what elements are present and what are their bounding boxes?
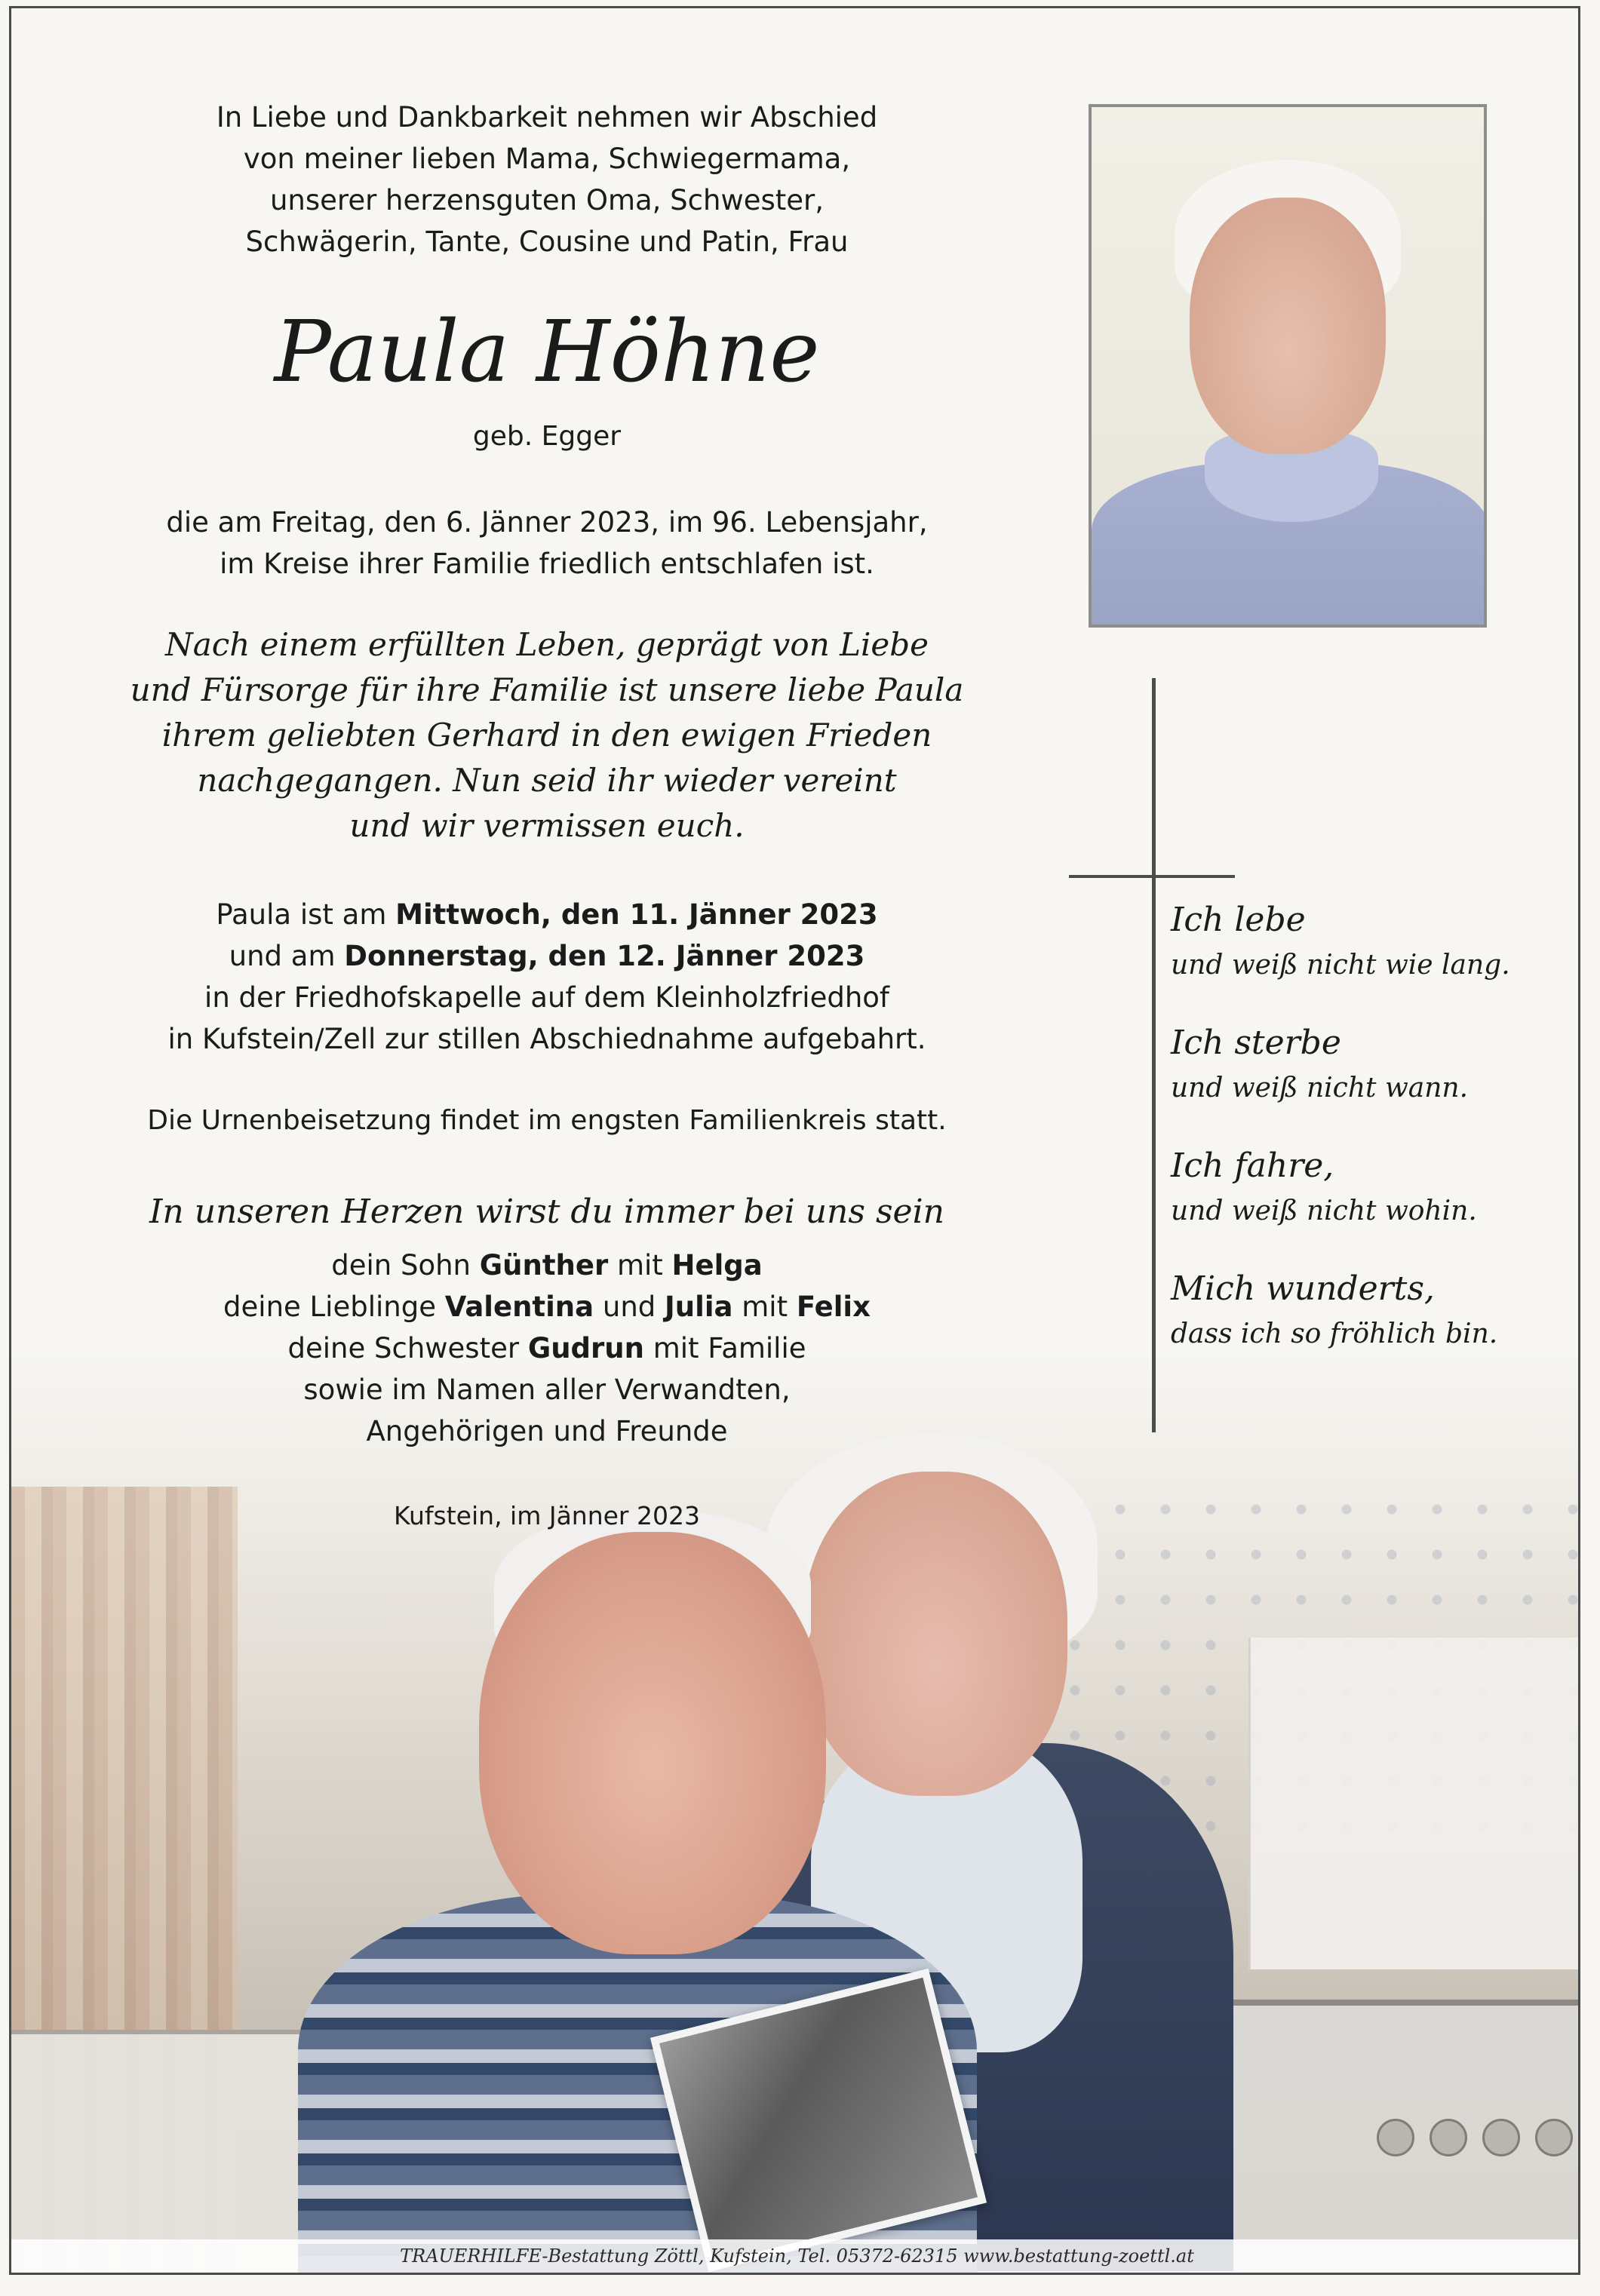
- urn-notice: Die Urnenbeisetzung findet im engsten Familienkreis statt.: [147, 1105, 947, 1136]
- portrait-face: [1190, 198, 1386, 454]
- poem-line: Ich sterbe: [1171, 1024, 1341, 1062]
- mourner-text: deine Lieblinge: [223, 1291, 445, 1323]
- portrait-photo: [1089, 104, 1487, 628]
- intro-line: unserer herzensguten Oma, Schwester,: [269, 184, 825, 216]
- mourner-name: Gudrun: [527, 1332, 644, 1364]
- kitchen-shelf: [11, 2030, 328, 2275]
- mourner-line: [41, 1249, 1052, 1282]
- cross-horizontal: [1069, 875, 1235, 878]
- kitchen-cabinet: [1248, 1638, 1580, 1969]
- mourner-name: Julia: [665, 1291, 733, 1323]
- intro-line: Schwägerin, Tante, Cousine und Patin, Frau: [245, 226, 849, 258]
- mourner-text: dein Sohn: [331, 1249, 480, 1282]
- man-face: [479, 1532, 826, 1954]
- poem-line: und weiß nicht wohin.: [1171, 1196, 1477, 1226]
- tribute-line: und wir vermissen euch.: [349, 807, 745, 844]
- footer-credit: TRAUERHILFE-Bestattung Zöttl, Kufstein, Tel. 05372-62315 www.bestattung-zoettl.at: [400, 2245, 1194, 2267]
- viewing-line-2: [41, 942, 1052, 970]
- tribute-line: Nach einem erfüllten Leben, geprägt von Liebe: [164, 626, 929, 663]
- viewing-line-3: in der Friedhofskapelle auf dem Kleinholzfriedhof: [204, 981, 889, 1014]
- intro-line: In Liebe und Dankbarkeit nehmen wir Abschied: [216, 101, 878, 134]
- birth-name: geb. Egger: [472, 421, 622, 452]
- mourner-text: deine Schwester: [287, 1332, 528, 1364]
- place-date: Kufstein, im Jänner 2023: [394, 1501, 700, 1530]
- poem-line: und weiß nicht wann.: [1171, 1073, 1469, 1103]
- viewing-date: Donnerstag, den 12. Jänner 2023: [344, 940, 865, 972]
- poem-stanza: [1171, 1024, 1468, 1103]
- mourner-text: und: [594, 1291, 665, 1323]
- viewing-text: und am: [229, 940, 345, 972]
- mourner-name: Valentina: [444, 1291, 594, 1323]
- tribute-line: nachgegangen. Nun seid ihr wieder vereint: [197, 762, 897, 799]
- viewing-date: Mittwoch, den 11. Jänner 2023: [395, 898, 878, 931]
- viewing-line-4: in Kufstein/Zell zur stillen Abschiednahme aufgebahrt.: [167, 1023, 926, 1055]
- viewing-line-1: [41, 898, 1052, 931]
- stove-knob: [1535, 2119, 1573, 2156]
- mourner-name: Günther: [479, 1249, 609, 1282]
- poem-stanza: [1171, 1146, 1477, 1226]
- mourner-text: mit Familie: [643, 1332, 806, 1364]
- deceased-name: Paula Höhne: [274, 303, 820, 401]
- intro-line: von meiner lieben Mama, Schwiegermama,: [243, 143, 851, 175]
- mourner-line: [41, 1334, 1052, 1362]
- poem-line: und weiß nicht wie lang.: [1171, 950, 1510, 981]
- mourner-line: Angehörigen und Freunde: [366, 1415, 728, 1447]
- poem-line: Mich wunderts,: [1171, 1269, 1435, 1308]
- mourner-text: mit: [608, 1249, 672, 1282]
- tribute-line: ihrem geliebten Gerhard in den ewigen Frieden: [161, 717, 932, 754]
- mourner-text: mit: [732, 1291, 797, 1323]
- mourner-line: [41, 1293, 1052, 1321]
- tribute-line: und Fürsorge für ihre Familie ist unsere liebe Paula: [130, 671, 964, 708]
- motto: In unseren Herzen wirst du immer bei uns sein: [149, 1193, 944, 1231]
- mourner-line: sowie im Namen aller Verwandten,: [303, 1374, 791, 1406]
- death-notice-line: im Kreise ihrer Familie friedlich entschlafen ist.: [220, 548, 874, 580]
- death-notice-line: die am Freitag, den 6. Jänner 2023, im 96. Lebensjahr,: [166, 506, 928, 539]
- stove-knob: [1430, 2119, 1467, 2156]
- poem-stanza: [1171, 901, 1510, 981]
- poem-line: Ich fahre,: [1171, 1146, 1334, 1185]
- stove-knob: [1377, 2119, 1414, 2156]
- stove-knob: [1482, 2119, 1520, 2156]
- page-frame: [9, 6, 1580, 2275]
- poem-stanza: [1171, 1269, 1497, 1349]
- viewing-text: Paula ist am: [216, 898, 396, 931]
- mourner-name: Helga: [671, 1249, 763, 1282]
- cross-vertical: [1152, 678, 1156, 1432]
- stove: [1188, 2000, 1580, 2275]
- mourner-name: Felix: [796, 1291, 871, 1323]
- poem-line: dass ich so fröhlich bin.: [1171, 1318, 1498, 1349]
- poem-line: Ich lebe: [1171, 901, 1306, 939]
